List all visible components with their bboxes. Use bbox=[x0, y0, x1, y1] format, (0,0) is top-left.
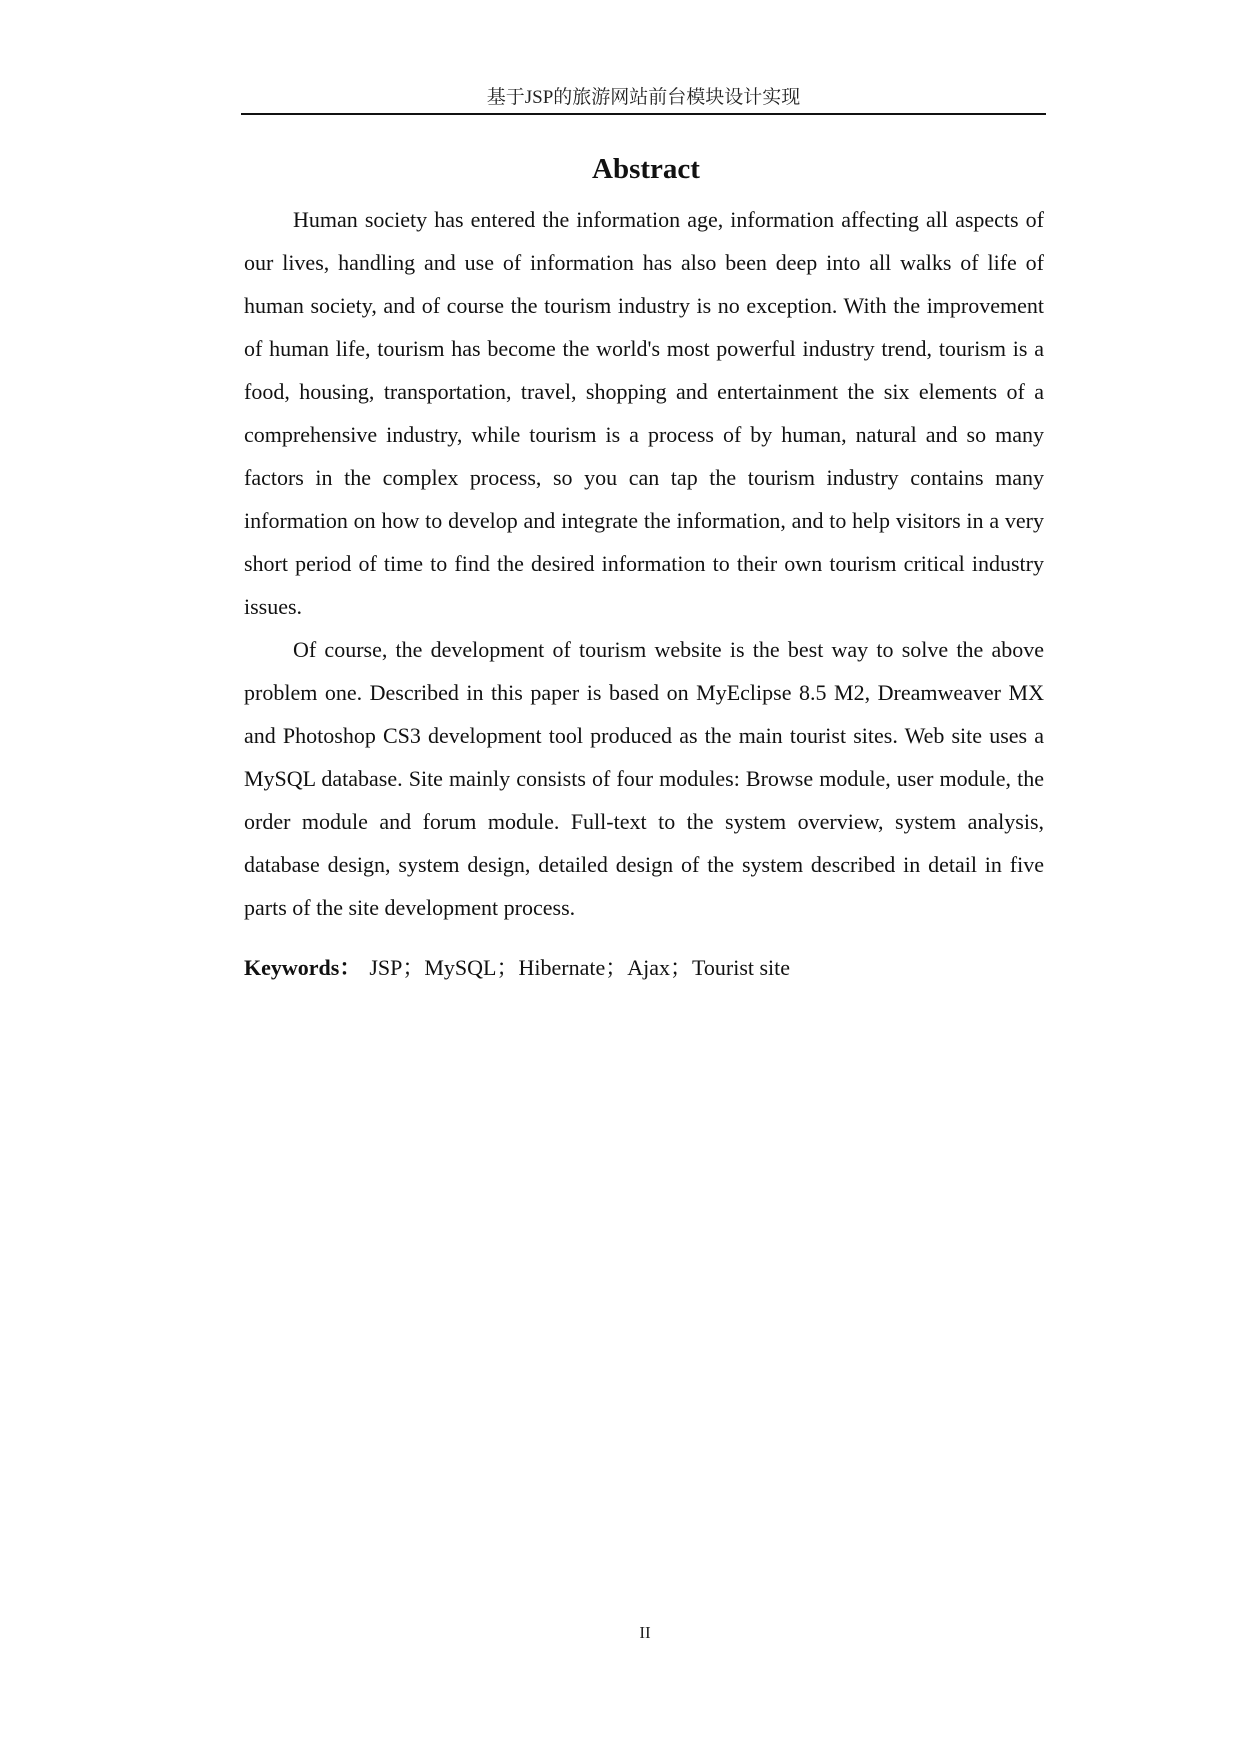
abstract-title: Abstract bbox=[592, 153, 700, 185]
header-rule bbox=[241, 113, 1046, 115]
page-number: II bbox=[639, 1623, 651, 1642]
abstract-paragraph-1: Human society has entered the information age, information affecting all aspects of our lives, handling and use of information has also been deep into all walks of life of human society, and of course the tourism industry is no exception. With the improvement of human life, tourism has become the world's most powerful industry trend, tourism is a food, housing, transportation, travel, shopping and entertainment the six elements of a comprehensive industry, while tourism is a process of by human, natural and so many factors in the complex process, so you can tap the tourism industry contains many information on how to develop and integrate the information, and to help visitors in a very short period of time to find the desired information to their own tourism critical industry issues. bbox=[244, 207, 1044, 619]
keywords-values: JSP；MySQL；Hibernate；Ajax；Tourist site bbox=[369, 955, 791, 980]
abstract-paragraph-2: Of course, the development of tourism website is the best way to solve the above problem one. Described in this paper is based on MyEclipse 8.5 M2, Dreamweaver MX and Photoshop CS3 development tool produced as the main tourist sites. Web site uses a MySQL database. Site mainly consists of four modules: Browse module, user module, the order module and forum module. Full-text to the system overview, system analysis, database design, system design, detailed design of the system described in detail in five parts of the site development process. bbox=[244, 637, 1044, 920]
keywords-row bbox=[244, 946, 1044, 989]
running-header: 基于JSP的旅游网站前台模块设计实现 bbox=[486, 87, 801, 108]
abstract-section bbox=[244, 146, 1044, 989]
keywords-label: Keywords： bbox=[244, 955, 362, 980]
